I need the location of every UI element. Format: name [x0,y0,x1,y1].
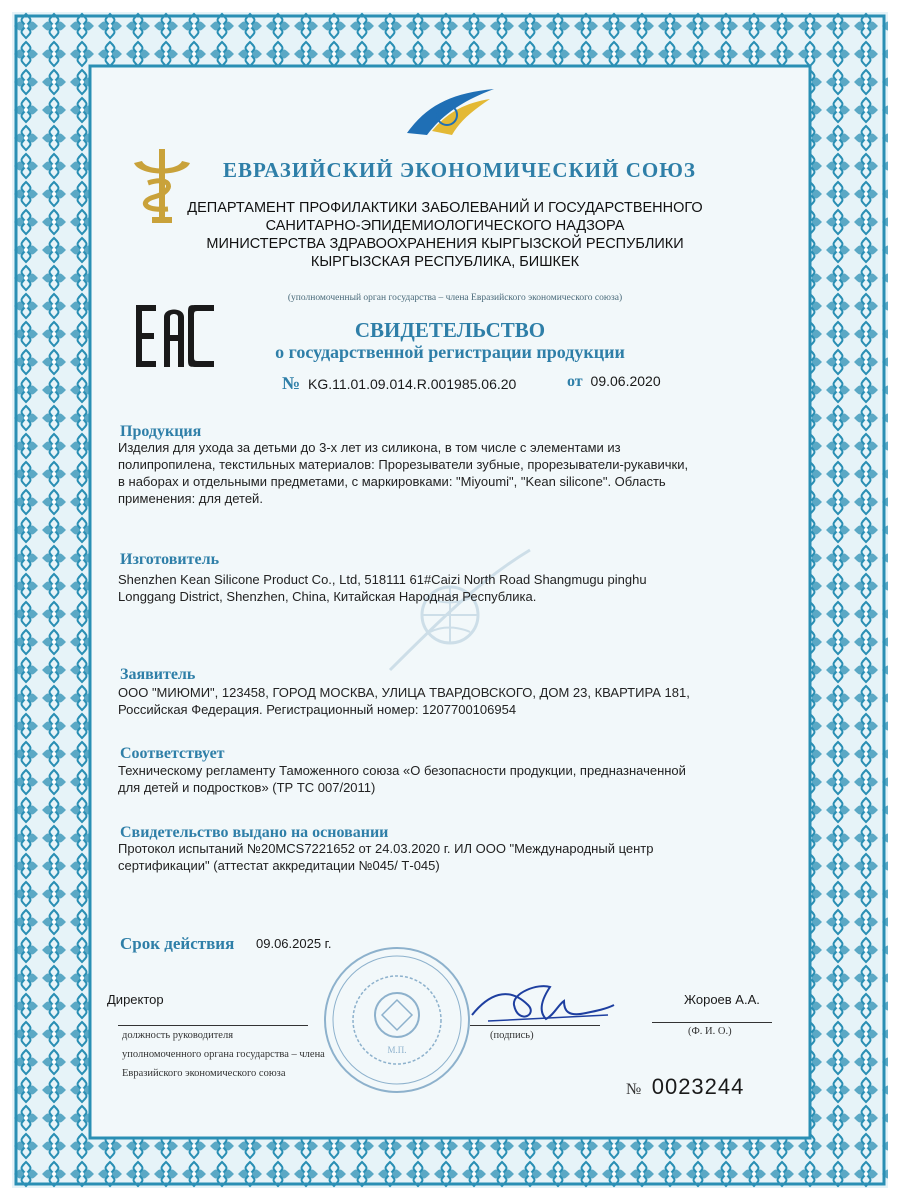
position-line [118,1025,308,1026]
product-line-1: Изделия для ухода за детьми до 3-х лет из силикона, в том числе с элементами из [118,440,621,455]
department-line-1: ДЕПАРТАМЕНТ ПРОФИЛАКТИКИ ЗАБОЛЕВАНИЙ И ГОСУДАРСТВЕННОГО [187,200,703,216]
position-caption-2: уполномоченного органа государства – члена [122,1049,325,1060]
authority-note: (уполномоченный орган государства – члена Евразийского экономического союза) [287,293,623,303]
certificate-title: СВИДЕТЕЛЬСТВО [354,318,546,342]
basis-line-2: сертификации" (аттестат аккредитации №045/ Т-045) [118,858,440,873]
director-name: Жороев А.А. [684,992,760,1007]
certificate-number: KG.11.01.09.014.R.001985.06.20 [307,376,517,392]
eurasian-union-logo [402,85,497,140]
department-line-3: МИНИСТЕРСТВА ЗДРАВООХРАНЕНИЯ КЫРГЫЗСКОЙ РЕСПУБЛИКИ [206,236,684,252]
position-caption-1: должность руководителя [122,1030,234,1041]
basis-heading: Свидетельство выдано на основании [120,824,389,841]
product-line-2: полипропилена, текстильных материалов: Прорезыватели зубные, прорезыватели-рукавички, [118,457,689,472]
applicant-line-2: Российская Федерация. Регистрационный номер: 1207700106954 [118,702,517,717]
certificate-subtitle: о государственной регистрации продукции [275,342,625,362]
product-text [118,439,778,507]
serial-prefix: № [626,1081,642,1098]
serial-number-block [626,1074,744,1100]
conformity-text [118,762,778,796]
director-title: Директор [107,992,164,1007]
conformity-heading: Соответствует [120,745,225,762]
manufacturer-line-1: Shenzhen Kean Silicone Product Co., Ltd, 518111 61#Caizi North Road Shangmugu pinghu [118,572,647,587]
product-heading: Продукция [120,423,202,440]
name-caption: (Ф. И. О.) [688,1026,732,1037]
validity-label: Срок действия [120,934,235,953]
union-name: ЕВРАЗИЙСКИЙ ЭКОНОМИЧЕСКИЙ СОЮЗ [223,158,696,182]
certificate-date: 09.06.2020 [590,373,661,389]
applicant-line-1: ООО "МИЮМИ", 123458, ГОРОД МОСКВА, УЛИЦА ТВАРДОВСКОГО, ДОМ 23, КВАРТИРА 181, [118,685,690,700]
certificate-number-row [282,373,516,394]
signature-caption: (подпись) [490,1030,534,1041]
stamp-caption: М.П. [387,1045,407,1055]
certificate-date-row [567,373,661,391]
manufacturer-heading: Изготовитель [120,551,220,568]
official-stamp [322,945,472,1095]
manufacturer-text [118,571,778,605]
validity-date: 09.06.2025 г. [256,936,332,951]
applicant-text [118,684,778,718]
signature-line [470,1025,600,1026]
basis-text [118,840,778,874]
date-prefix: от [567,373,583,390]
department-line-2: САНИТАРНО-ЭПИДЕМИОЛОГИЧЕСКОГО НАДЗОРА [265,218,625,234]
product-line-4: применения: для детей. [118,491,263,506]
handwritten-signature [468,975,618,1035]
manufacturer-line-2: Longgang District, Shenzhen, China, Китайская Народная Республика. [118,589,537,604]
watermark-globe [380,540,540,680]
conformity-line-1: Техническому регламенту Таможенного союза «О безопасности продукции, предназначенной [118,763,686,778]
name-line [652,1022,772,1023]
conformity-line-2: для детей и подростков» (ТР ТС 007/2011) [118,780,376,795]
applicant-heading: Заявитель [120,666,196,683]
number-prefix: № [282,373,301,393]
basis-line-1: Протокол испытаний №20MCS7221652 от 24.03.2020 г. ИЛ ООО "Международный центр [118,841,654,856]
position-caption-3: Евразийского экономического союза [122,1068,286,1079]
department-line-4: КЫРГЫЗСКАЯ РЕСПУБЛИКА, БИШКЕК [310,254,580,270]
product-line-3: в наборах и отдельными предметами, с маркировками: "Miyoumi", "Kean silicone". Область [118,474,666,489]
serial-number: 0023244 [651,1074,745,1099]
